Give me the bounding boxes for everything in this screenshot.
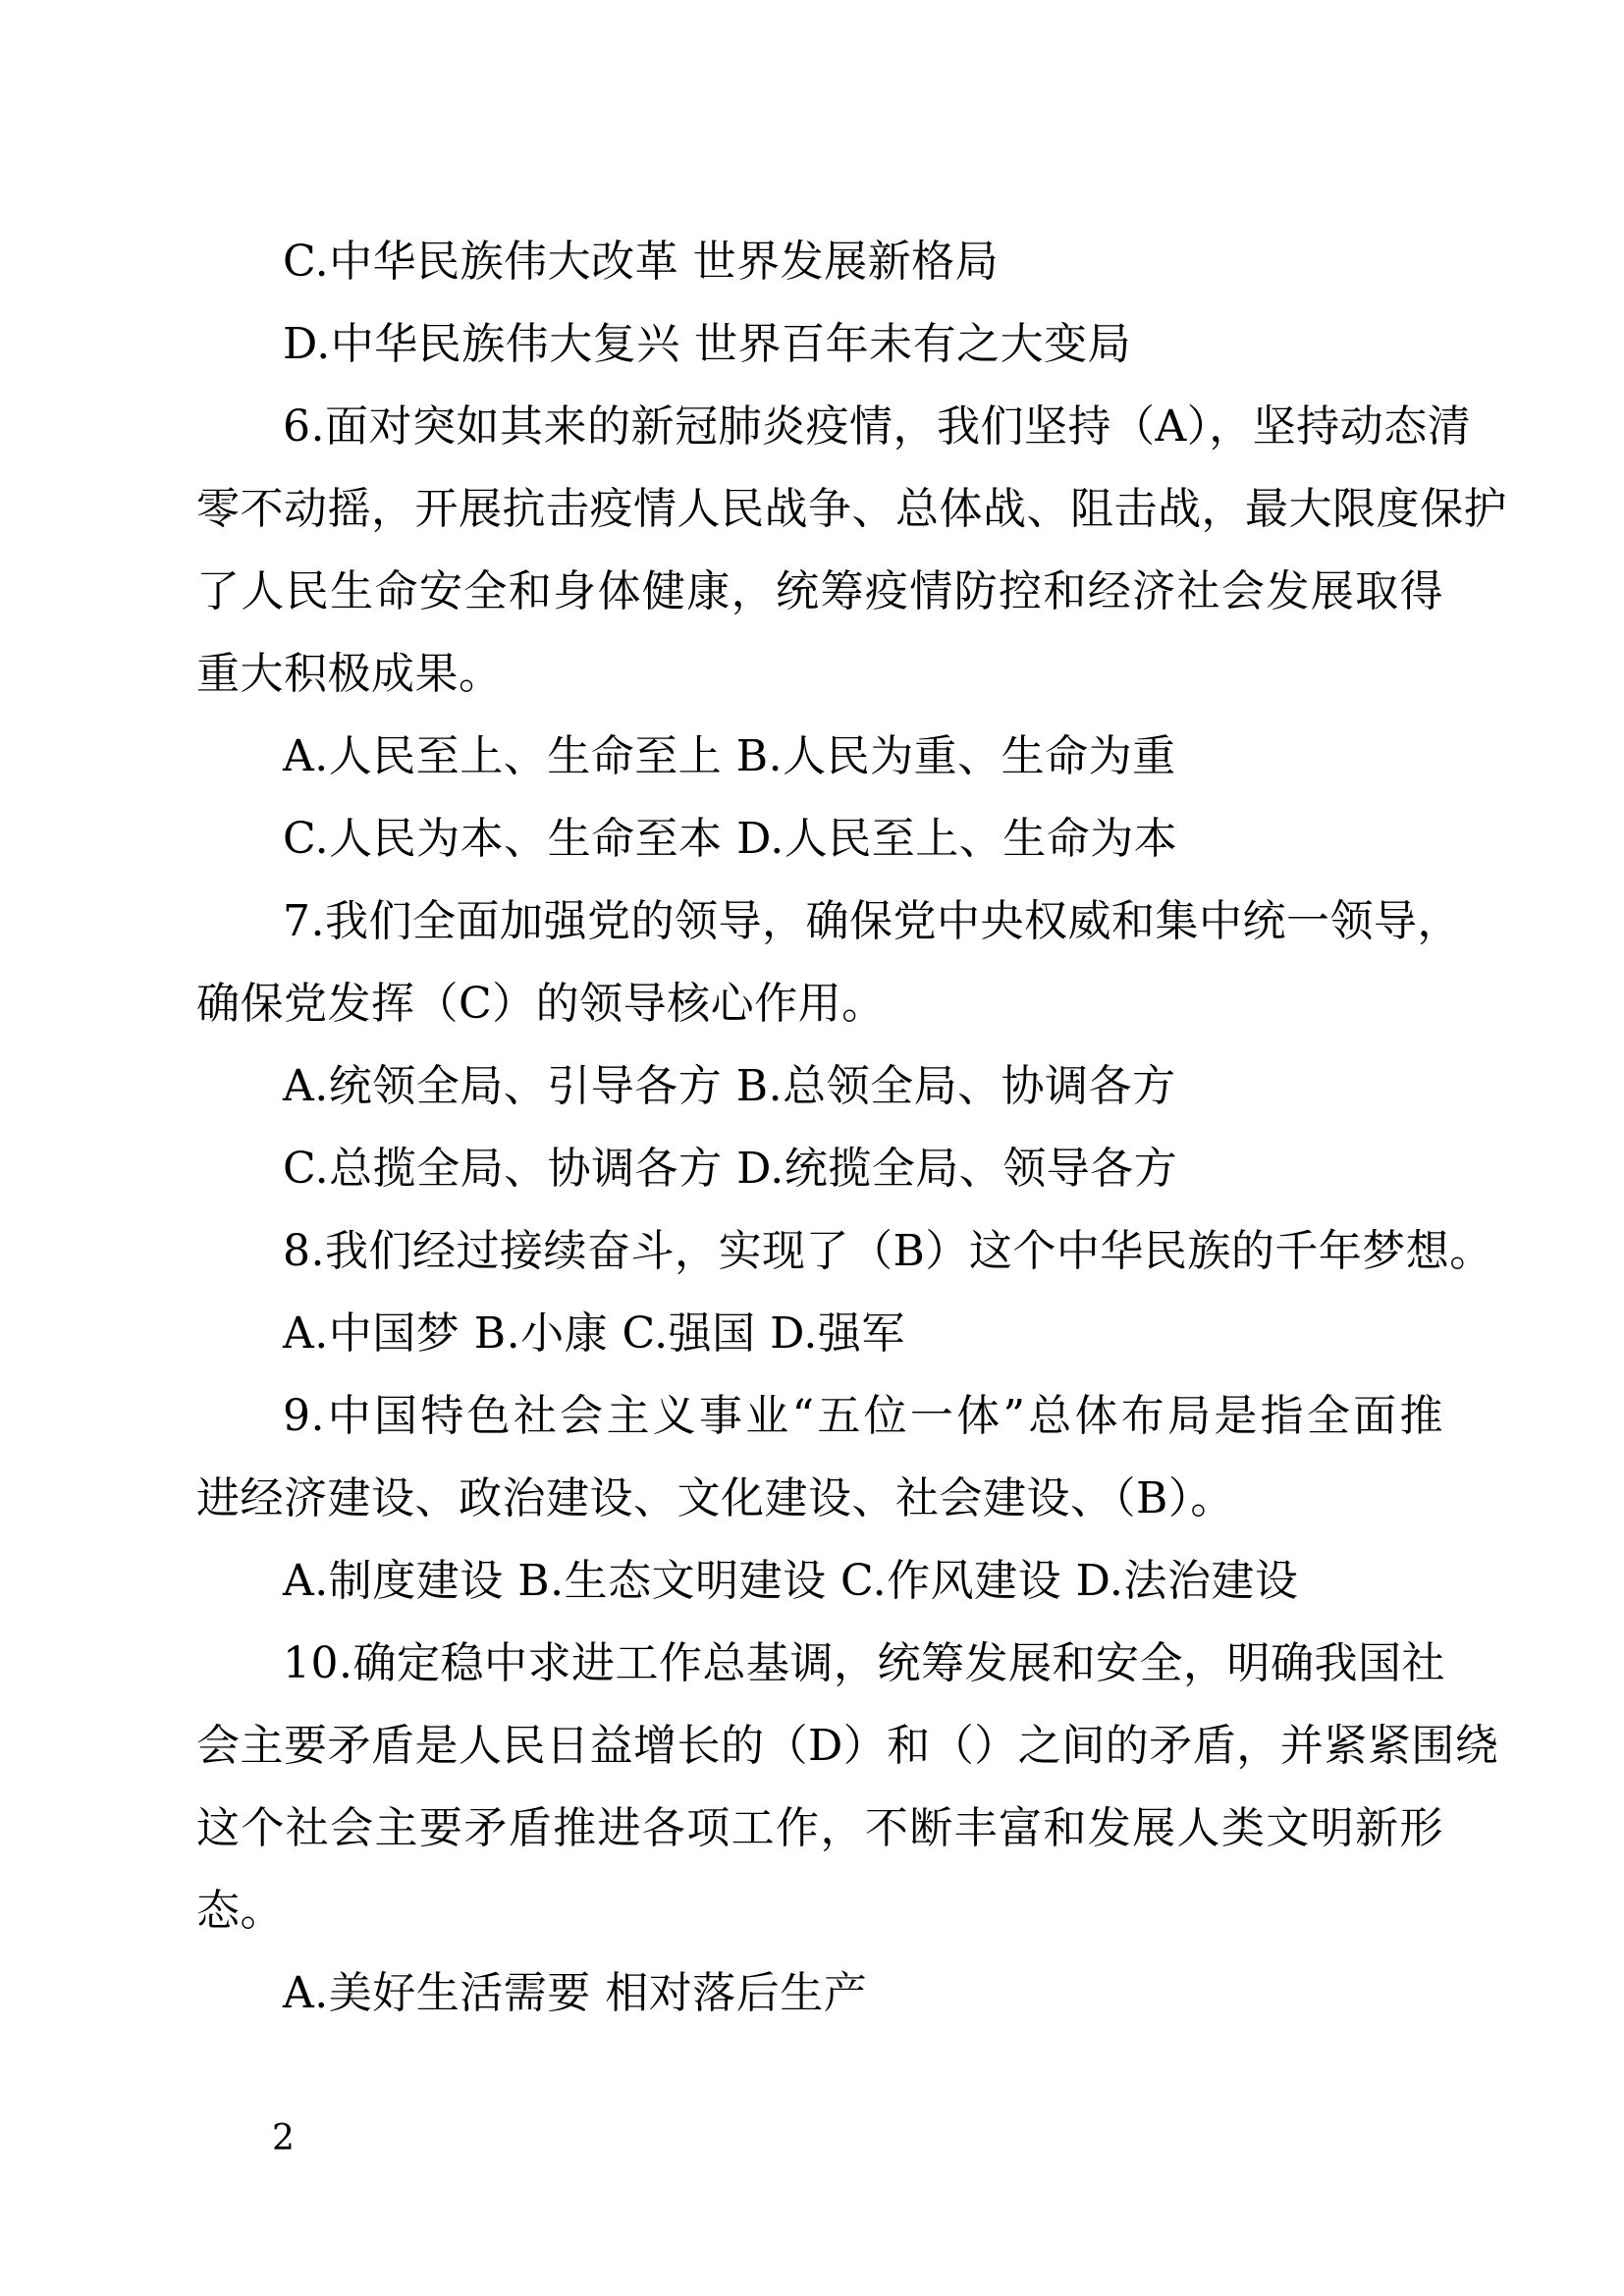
question-6-line-2: 零不动摇，开展抗击疫情人民战争、总体战、阻击战，最大限度保护 <box>196 484 1507 534</box>
question-10-line-1: 10.确定稳中求进工作总基调，统筹发展和安全，明确我国社 <box>283 1638 1445 1688</box>
question-9-line-2: 进经济建设、政治建设、文化建设、社会建设、（B）。 <box>196 1473 1234 1523</box>
option-line-q6-ab: A.人民至上、生命至上 B.人民为重、生命为重 <box>283 731 1176 781</box>
option-line-q7-cd: C.总揽全局、协调各方 D.统揽全局、领导各方 <box>283 1144 1178 1194</box>
question-7-line-1: 7.我们全面加强党的领导，确保党中央权威和集中统一领导， <box>283 896 1461 946</box>
question-6-line-1: 6.面对突如其来的新冠肺炎疫情，我们坚持（A），坚持动态清 <box>283 401 1472 452</box>
option-line-q8: A.中国梦 B.小康 C.强国 D.强军 <box>283 1308 905 1359</box>
option-line-q5-d: D.中华民族伟大复兴 世界百年未有之大变局 <box>283 319 1132 369</box>
option-line-q7-ab: A.统领全局、引导各方 B.总领全局、协调各方 <box>283 1061 1176 1111</box>
question-10-line-2: 会主要矛盾是人民日益增长的（D）和（）之间的矛盾，并紧紧围绕 <box>196 1721 1499 1771</box>
question-9-line-1: 9.中国特色社会主义事业“五位一体”总体布局是指全面推 <box>283 1391 1443 1441</box>
question-10-line-3: 这个社会主要矛盾推进各项工作，不断丰富和发展人类文明新形 <box>196 1803 1443 1853</box>
document-body <box>196 221 1507 2035</box>
question-6-line-4: 重大积极成果。 <box>196 649 503 699</box>
option-line-q10-a: A.美好生活需要 相对落后生产 <box>283 1968 868 2018</box>
question-10-line-4: 态。 <box>196 1886 284 1936</box>
question-8-line-1: 8.我们经过接续奋斗，实现了（B）这个中华民族的千年梦想。 <box>283 1226 1493 1276</box>
question-6-line-3: 了人民生命安全和身体健康，统筹疫情防控和经济社会发展取得 <box>196 566 1443 616</box>
option-line-q6-cd: C.人民为本、生命至本 D.人民至上、生命为本 <box>283 814 1178 864</box>
page-number: 2 <box>272 2118 295 2159</box>
question-7-line-2: 确保党发挥（C）的领导核心作用。 <box>196 979 886 1029</box>
option-line-q9: A.制度建设 B.生态文明建设 C.作风建设 D.法治建设 <box>283 1556 1299 1606</box>
option-line-q5-c: C.中华民族伟大改革 世界发展新格局 <box>283 237 1000 287</box>
